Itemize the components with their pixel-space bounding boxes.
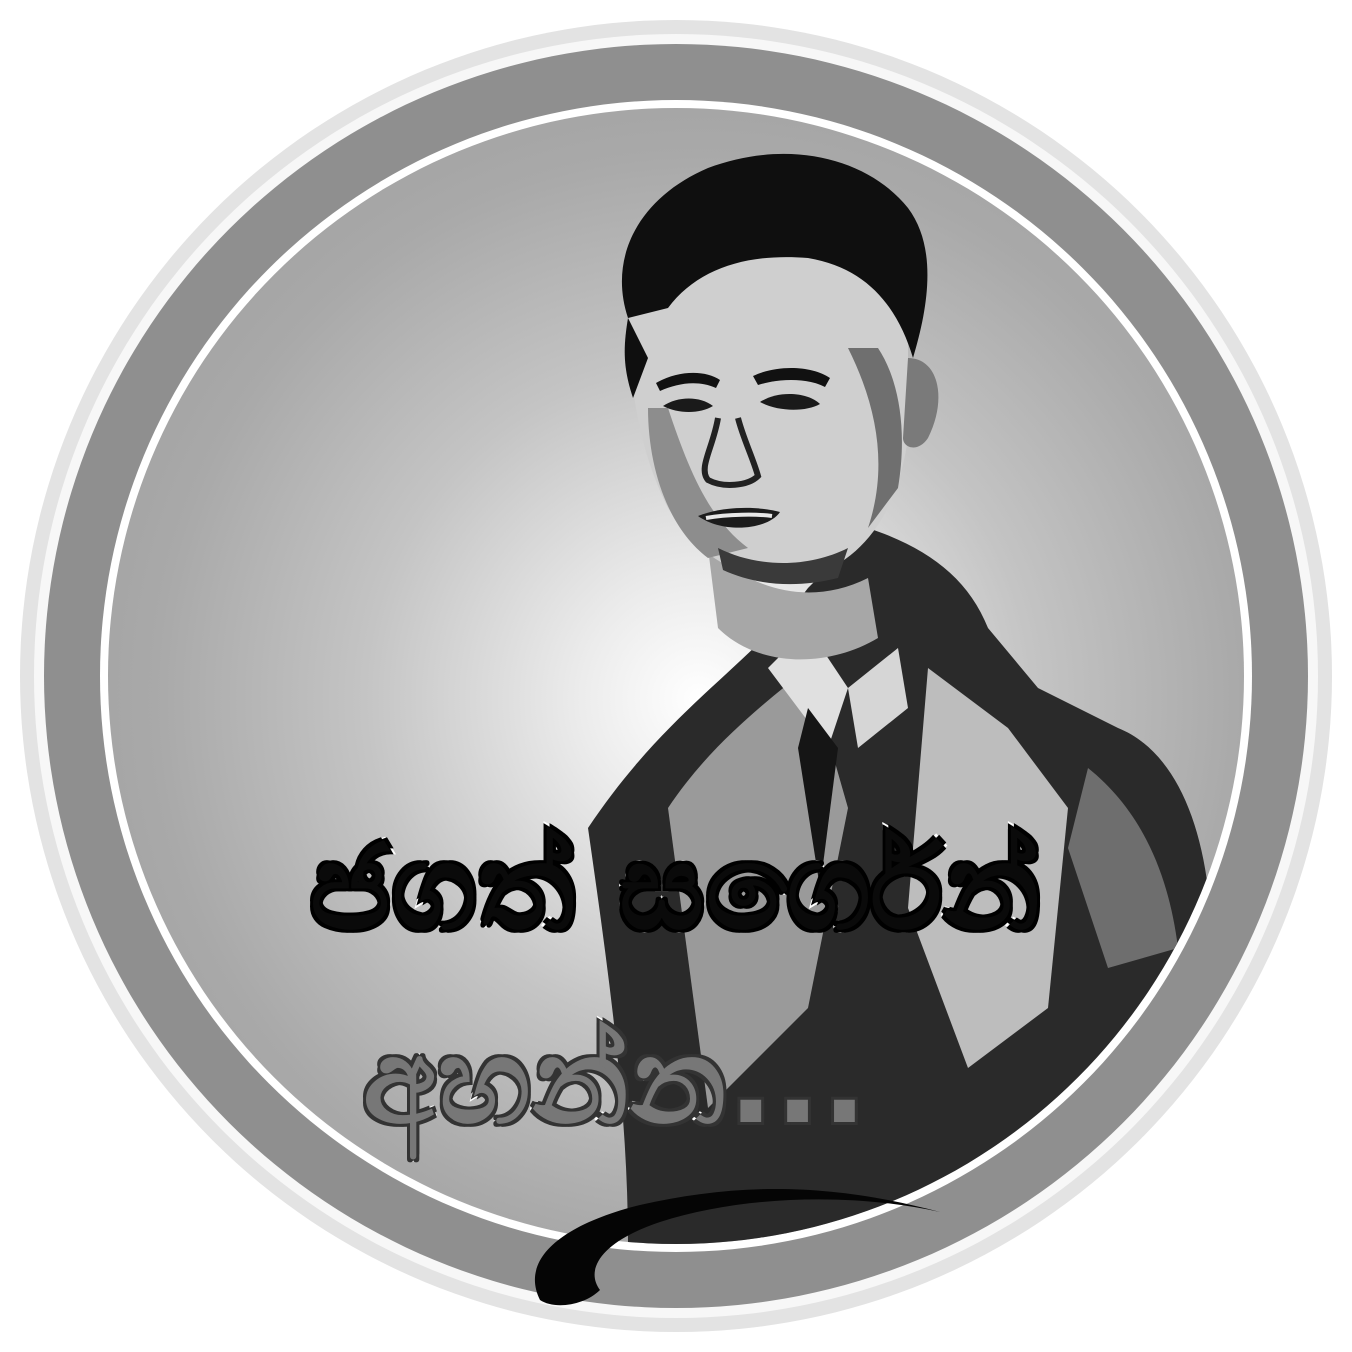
headline-subtitle: අහන්න... [363,1012,869,1150]
headline-title: ජගත් සර්ගෙන් [310,818,1042,956]
